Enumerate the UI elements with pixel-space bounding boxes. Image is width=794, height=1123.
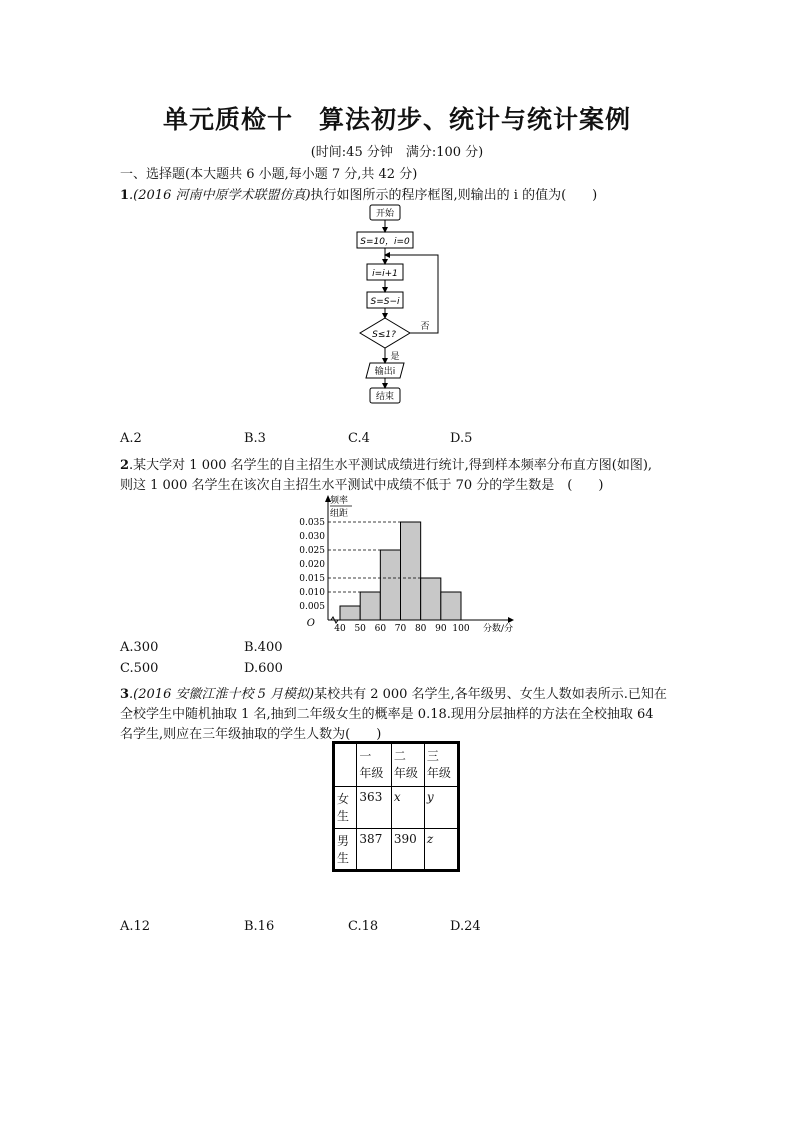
section-heading: 一、选择题(本大题共 6 小题,每小题 7 分,共 42 分) bbox=[120, 167, 418, 182]
question-3-line2: 全校学生中随机抽取 1 名,抽到二年级女生的概率是 0.18.现用分层抽样的方法在全校抽取 64 bbox=[120, 707, 654, 722]
table-cell: 女生 bbox=[334, 787, 357, 829]
q2-option-c: C.500 bbox=[120, 661, 159, 676]
flow-step1-label: i=i+1 bbox=[372, 269, 398, 279]
question-3-line3: 名学生,则应在三年级抽取的学生人数为( ) bbox=[120, 727, 382, 742]
flow-no-label: 否 bbox=[420, 322, 430, 332]
q1-option-a: A.2 bbox=[120, 431, 142, 446]
question-source: .(2016 河南中原学术联盟仿真) bbox=[129, 188, 311, 203]
flow-yes-label: 是 bbox=[390, 352, 400, 362]
table-header: 三 年级 bbox=[424, 743, 458, 787]
table-cell: 390 bbox=[391, 829, 424, 871]
x-axis-label: 分数/分 bbox=[483, 624, 514, 634]
q3-option-b: B.16 bbox=[244, 919, 275, 934]
histogram-bar bbox=[340, 606, 360, 620]
question-text: 某校共有 2 000 名学生,各年级男、女生人数如表所示.已知在 bbox=[314, 687, 667, 702]
table-row bbox=[334, 829, 459, 871]
table-cell: 387 bbox=[357, 829, 391, 871]
histogram-bar bbox=[380, 550, 400, 620]
y-label-bottom: 组距 bbox=[330, 509, 349, 519]
q3-option-d: D.24 bbox=[450, 919, 481, 934]
page-title: 单元质检十 算法初步、统计与统计案例 bbox=[162, 105, 631, 134]
question-source: .(2016 安徽江淮十校 5 月模拟) bbox=[129, 687, 315, 702]
flow-end-label: 结束 bbox=[375, 392, 395, 402]
q1-option-b: B.3 bbox=[244, 431, 266, 446]
y-tick-label: 0.015 bbox=[299, 574, 325, 584]
question-3 bbox=[120, 683, 667, 702]
q1-option-d: D.5 bbox=[450, 431, 473, 446]
table-cell bbox=[334, 743, 357, 787]
x-tick-label: 70 bbox=[394, 624, 407, 634]
y-tick-label: 0.010 bbox=[299, 588, 325, 598]
question-number: 3 bbox=[120, 687, 130, 702]
x-tick-label: 60 bbox=[374, 624, 387, 634]
question-number: 1 bbox=[120, 188, 130, 203]
flow-start-label: 开始 bbox=[375, 209, 395, 219]
flow-step2-label: S=S−i bbox=[370, 297, 400, 307]
q2-option-d: D.600 bbox=[244, 661, 283, 676]
page-subtitle: (时间:45 分钟 满分:100 分) bbox=[310, 145, 484, 160]
y-tick-label: 0.020 bbox=[299, 560, 325, 570]
histogram-bar bbox=[441, 592, 461, 620]
y-tick-label: 0.035 bbox=[299, 518, 325, 528]
x-tick-label: 100 bbox=[452, 624, 470, 634]
question-text: 执行如图所示的程序框图,则输出的 i 的值为( ) bbox=[310, 188, 598, 203]
histogram-chart bbox=[290, 492, 515, 640]
table-cell: y bbox=[424, 787, 458, 829]
question-2 bbox=[120, 454, 652, 473]
y-label-top: 频率 bbox=[330, 496, 349, 506]
x-axis-arrow bbox=[508, 617, 514, 623]
histogram-bar bbox=[401, 522, 421, 620]
q2-option-b: B.400 bbox=[244, 640, 283, 655]
y-tick-label: 0.025 bbox=[299, 546, 325, 556]
q3-option-a: A.12 bbox=[120, 919, 151, 934]
q1-option-c: C.4 bbox=[348, 431, 370, 446]
table-cell: 男生 bbox=[334, 829, 357, 871]
table-cell: 363 bbox=[357, 787, 391, 829]
x-tick-label: 90 bbox=[435, 624, 447, 634]
flow-output-label: 输出i bbox=[374, 367, 396, 377]
table-header: 一 年级 bbox=[357, 743, 391, 787]
question-2-line2: 则这 1 000 名学生在该次自主招生水平测试中成绩不低于 70 分的学生数是 ( ) bbox=[120, 478, 604, 493]
table-cell: x bbox=[391, 787, 424, 829]
table-row bbox=[334, 787, 459, 829]
x-tick-label: 50 bbox=[354, 624, 366, 634]
question-number: 2 bbox=[120, 458, 130, 473]
x-tick-label: 80 bbox=[414, 624, 427, 634]
flow-init-label: S=10，i=0 bbox=[360, 237, 410, 247]
flow-cond-label: S≤1? bbox=[372, 330, 396, 340]
histogram-bar bbox=[360, 592, 380, 620]
q3-option-c: C.18 bbox=[348, 919, 379, 934]
histogram-bar bbox=[421, 578, 441, 620]
y-tick-label: 0.005 bbox=[299, 602, 325, 612]
q2-option-a: A.300 bbox=[120, 640, 159, 655]
origin-label: O bbox=[306, 618, 315, 629]
y-tick-label: 0.030 bbox=[299, 532, 325, 542]
table-cell: z bbox=[424, 829, 458, 871]
x-tick-label: 40 bbox=[334, 624, 346, 634]
grade-table bbox=[332, 741, 460, 872]
table-header: 二 年级 bbox=[391, 743, 424, 787]
flowchart bbox=[340, 200, 460, 410]
question-text: .某大学对 1 000 名学生的自主招生水平测试成绩进行统计,得到样本频率分布直方图(如图), bbox=[129, 458, 653, 473]
